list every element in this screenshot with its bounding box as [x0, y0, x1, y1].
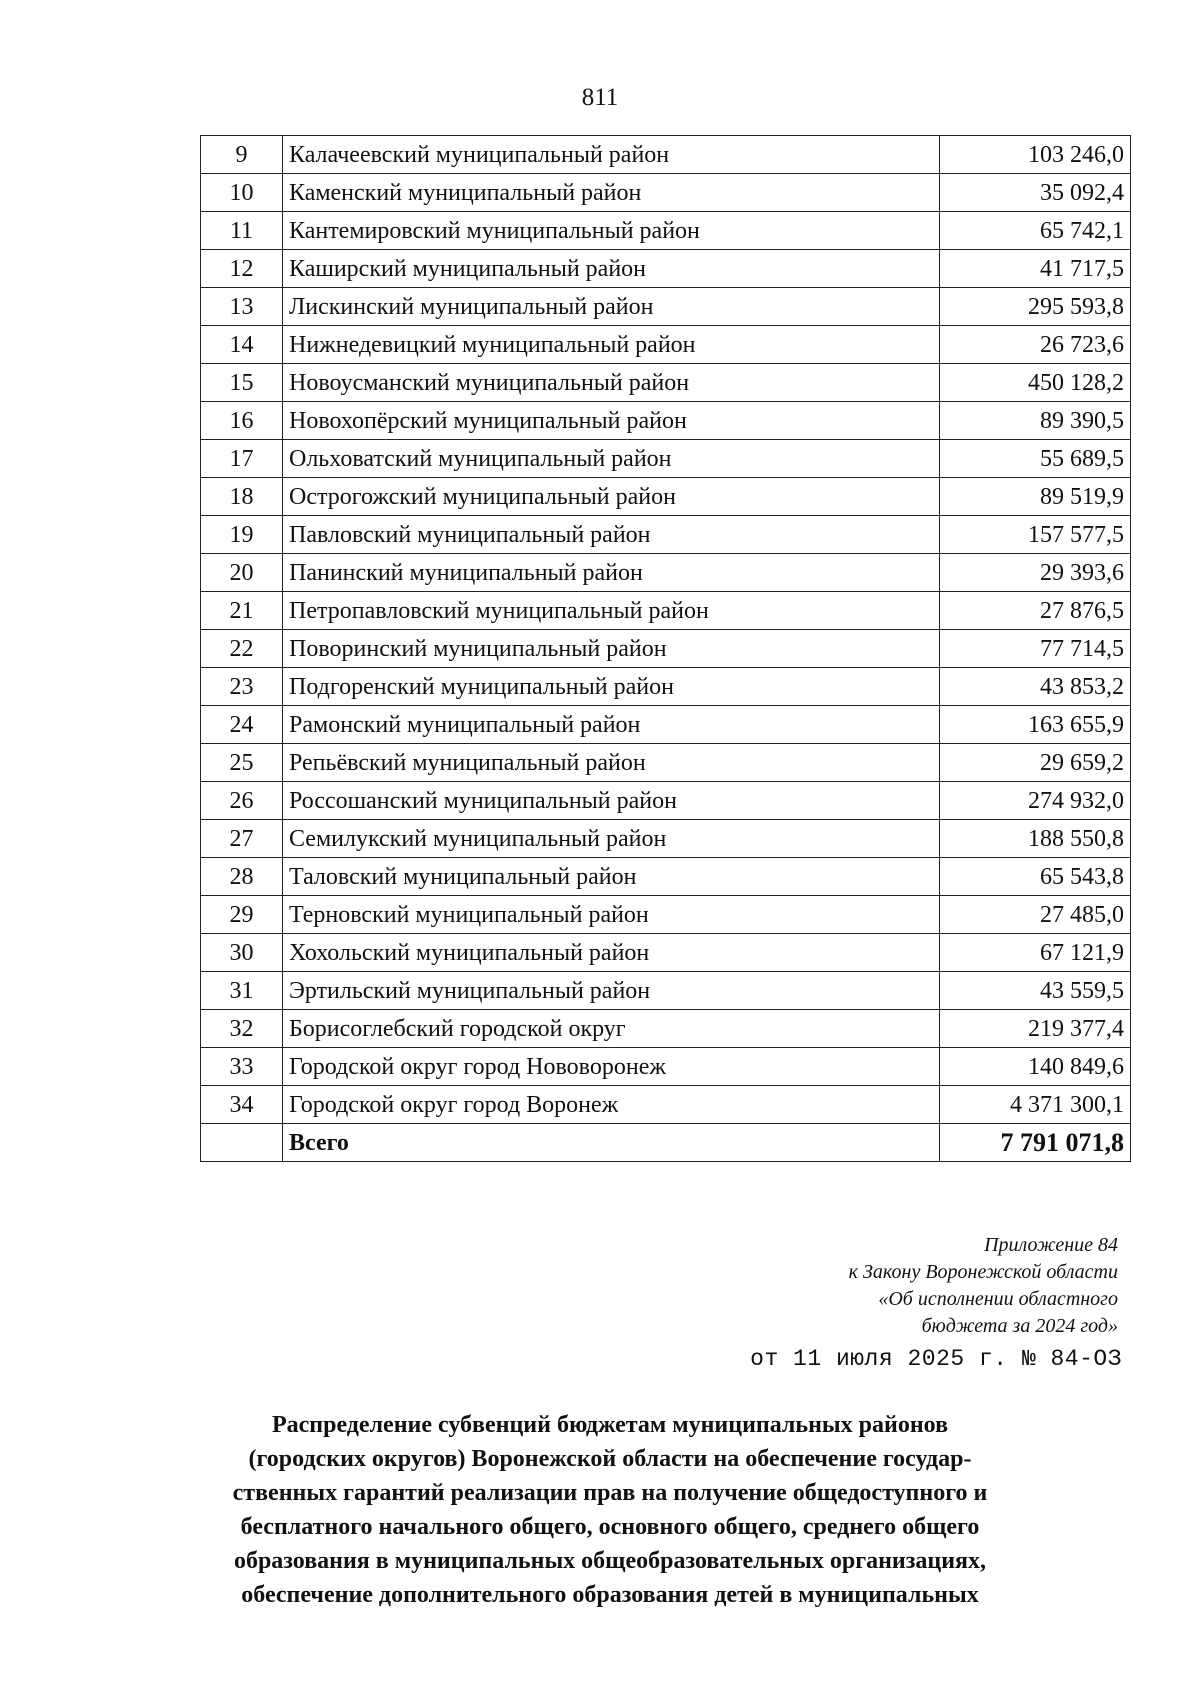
row-number: 16 [201, 402, 283, 440]
amount-value: 29 659,2 [940, 744, 1131, 782]
amount-value: 43 853,2 [940, 668, 1131, 706]
row-number: 29 [201, 896, 283, 934]
table-row [201, 554, 1131, 592]
appendix-date: от 11 июля 2025 г. № 84-ОЗ [750, 1346, 1122, 1372]
row-number: 19 [201, 516, 283, 554]
table-row [201, 326, 1131, 364]
amount-value: 35 092,4 [940, 174, 1131, 212]
row-number: 27 [201, 820, 283, 858]
row-number: 30 [201, 934, 283, 972]
table-row [201, 896, 1131, 934]
table-row [201, 934, 1131, 972]
row-number: 10 [201, 174, 283, 212]
row-number: 9 [201, 136, 283, 174]
amount-value: 67 121,9 [940, 934, 1131, 972]
district-name: Каширский муниципальный район [283, 250, 940, 288]
title-line: Распределение субвенций бюджетам муниципальных районов [271, 1412, 949, 1438]
district-name: Павловский муниципальный район [283, 516, 940, 554]
district-name: Петропавловский муниципальный район [283, 592, 940, 630]
row-number: 15 [201, 364, 283, 402]
district-name: Калачеевский муниципальный район [283, 136, 940, 174]
title-line: (городских округов) Воронежской области на обеспечение государ- [248, 1446, 972, 1472]
appendix-line: Приложение 84 [984, 1234, 1118, 1256]
appendix-line: «Об исполнении областного [878, 1288, 1118, 1310]
amount-value: 27 876,5 [940, 592, 1131, 630]
district-name: Новоусманский муниципальный район [283, 364, 940, 402]
district-name: Поворинский муниципальный район [283, 630, 940, 668]
title-line: обеспечение дополнительного образования детей в муниципальных [241, 1582, 979, 1608]
table-row [201, 136, 1131, 174]
district-name: Новохопёрский муниципальный район [283, 402, 940, 440]
row-number: 17 [201, 440, 283, 478]
district-name: Подгоренский муниципальный район [283, 668, 940, 706]
row-number: 24 [201, 706, 283, 744]
district-name: Рамонский муниципальный район [283, 706, 940, 744]
row-number: 23 [201, 668, 283, 706]
row-number: 20 [201, 554, 283, 592]
title-line: бесплатного начального общего, основного общего, среднего общего [240, 1514, 980, 1540]
amount-value: 140 849,6 [940, 1048, 1131, 1086]
amount-value: 43 559,5 [940, 972, 1131, 1010]
district-name: Острогожский муниципальный район [283, 478, 940, 516]
total-label: Всего [283, 1124, 940, 1162]
table-row [201, 1010, 1131, 1048]
row-number: 26 [201, 782, 283, 820]
district-name: Кантемировский муниципальный район [283, 212, 940, 250]
district-name: Нижнедевицкий муниципальный район [283, 326, 940, 364]
amount-value: 450 128,2 [940, 364, 1131, 402]
amount-value: 4 371 300,1 [940, 1086, 1131, 1124]
table-row [201, 972, 1131, 1010]
appendix-block [849, 1232, 1118, 1340]
table-row [201, 744, 1131, 782]
table-row [201, 706, 1131, 744]
table-row [201, 288, 1131, 326]
document-title [160, 1408, 1060, 1612]
table-row [201, 782, 1131, 820]
row-number: 11 [201, 212, 283, 250]
table-body [201, 136, 1131, 1162]
amount-value: 41 717,5 [940, 250, 1131, 288]
amount-value: 65 543,8 [940, 858, 1131, 896]
amount-value: 295 593,8 [940, 288, 1131, 326]
table-row [201, 592, 1131, 630]
district-name: Эртильский муниципальный район [283, 972, 940, 1010]
amount-value: 55 689,5 [940, 440, 1131, 478]
amount-value: 27 485,0 [940, 896, 1131, 934]
total-row [201, 1124, 1131, 1162]
table-row [201, 478, 1131, 516]
district-name: Семилукский муниципальный район [283, 820, 940, 858]
district-name: Каменский муниципальный район [283, 174, 940, 212]
table-row [201, 212, 1131, 250]
table-row [201, 402, 1131, 440]
district-name: Борисоглебский городской округ [283, 1010, 940, 1048]
table-row [201, 174, 1131, 212]
amount-value: 219 377,4 [940, 1010, 1131, 1048]
amount-value: 77 714,5 [940, 630, 1131, 668]
amount-value: 89 390,5 [940, 402, 1131, 440]
total-value: 7 791 071,8 [940, 1124, 1131, 1162]
district-name: Терновский муниципальный район [283, 896, 940, 934]
row-number: 34 [201, 1086, 283, 1124]
table-row [201, 516, 1131, 554]
row-number: 33 [201, 1048, 283, 1086]
amount-value: 163 655,9 [940, 706, 1131, 744]
title-line: образования в муниципальных общеобразовательных организациях, [233, 1548, 987, 1574]
distribution-table-wrapper [200, 135, 1130, 1162]
row-number: 21 [201, 592, 283, 630]
row-number: 14 [201, 326, 283, 364]
district-name: Хохольский муниципальный район [283, 934, 940, 972]
amount-value: 65 742,1 [940, 212, 1131, 250]
row-number: 12 [201, 250, 283, 288]
amount-value: 274 932,0 [940, 782, 1131, 820]
table-row [201, 668, 1131, 706]
row-number: 32 [201, 1010, 283, 1048]
appendix-line: бюджета за 2024 год» [921, 1315, 1118, 1337]
district-name: Россошанский муниципальный район [283, 782, 940, 820]
district-name: Таловский муниципальный район [283, 858, 940, 896]
page-number: 811 [581, 84, 619, 111]
amount-value: 89 519,9 [940, 478, 1131, 516]
row-number: 18 [201, 478, 283, 516]
amount-value: 29 393,6 [940, 554, 1131, 592]
district-name: Панинский муниципальный район [283, 554, 940, 592]
title-line: ственных гарантий реализации прав на получение общедоступного и [232, 1480, 988, 1506]
table-row [201, 364, 1131, 402]
row-number: 13 [201, 288, 283, 326]
district-name: Репьёвский муниципальный район [283, 744, 940, 782]
table-row [201, 820, 1131, 858]
appendix-line: к Закону Воронежской области [848, 1261, 1118, 1283]
row-number: 31 [201, 972, 283, 1010]
table-row [201, 1086, 1131, 1124]
amount-value: 157 577,5 [940, 516, 1131, 554]
district-name: Городской округ город Нововоронеж [283, 1048, 940, 1086]
row-number: 22 [201, 630, 283, 668]
district-name: Ольховатский муниципальный район [283, 440, 940, 478]
table-row [201, 250, 1131, 288]
total-number [201, 1124, 283, 1162]
table-row [201, 440, 1131, 478]
amount-value: 103 246,0 [940, 136, 1131, 174]
table-row [201, 1048, 1131, 1086]
distribution-table [200, 135, 1131, 1162]
table-row [201, 630, 1131, 668]
district-name: Лискинский муниципальный район [283, 288, 940, 326]
table-row [201, 858, 1131, 896]
row-number: 25 [201, 744, 283, 782]
amount-value: 188 550,8 [940, 820, 1131, 858]
amount-value: 26 723,6 [940, 326, 1131, 364]
row-number: 28 [201, 858, 283, 896]
district-name: Городской округ город Воронеж [283, 1086, 940, 1124]
